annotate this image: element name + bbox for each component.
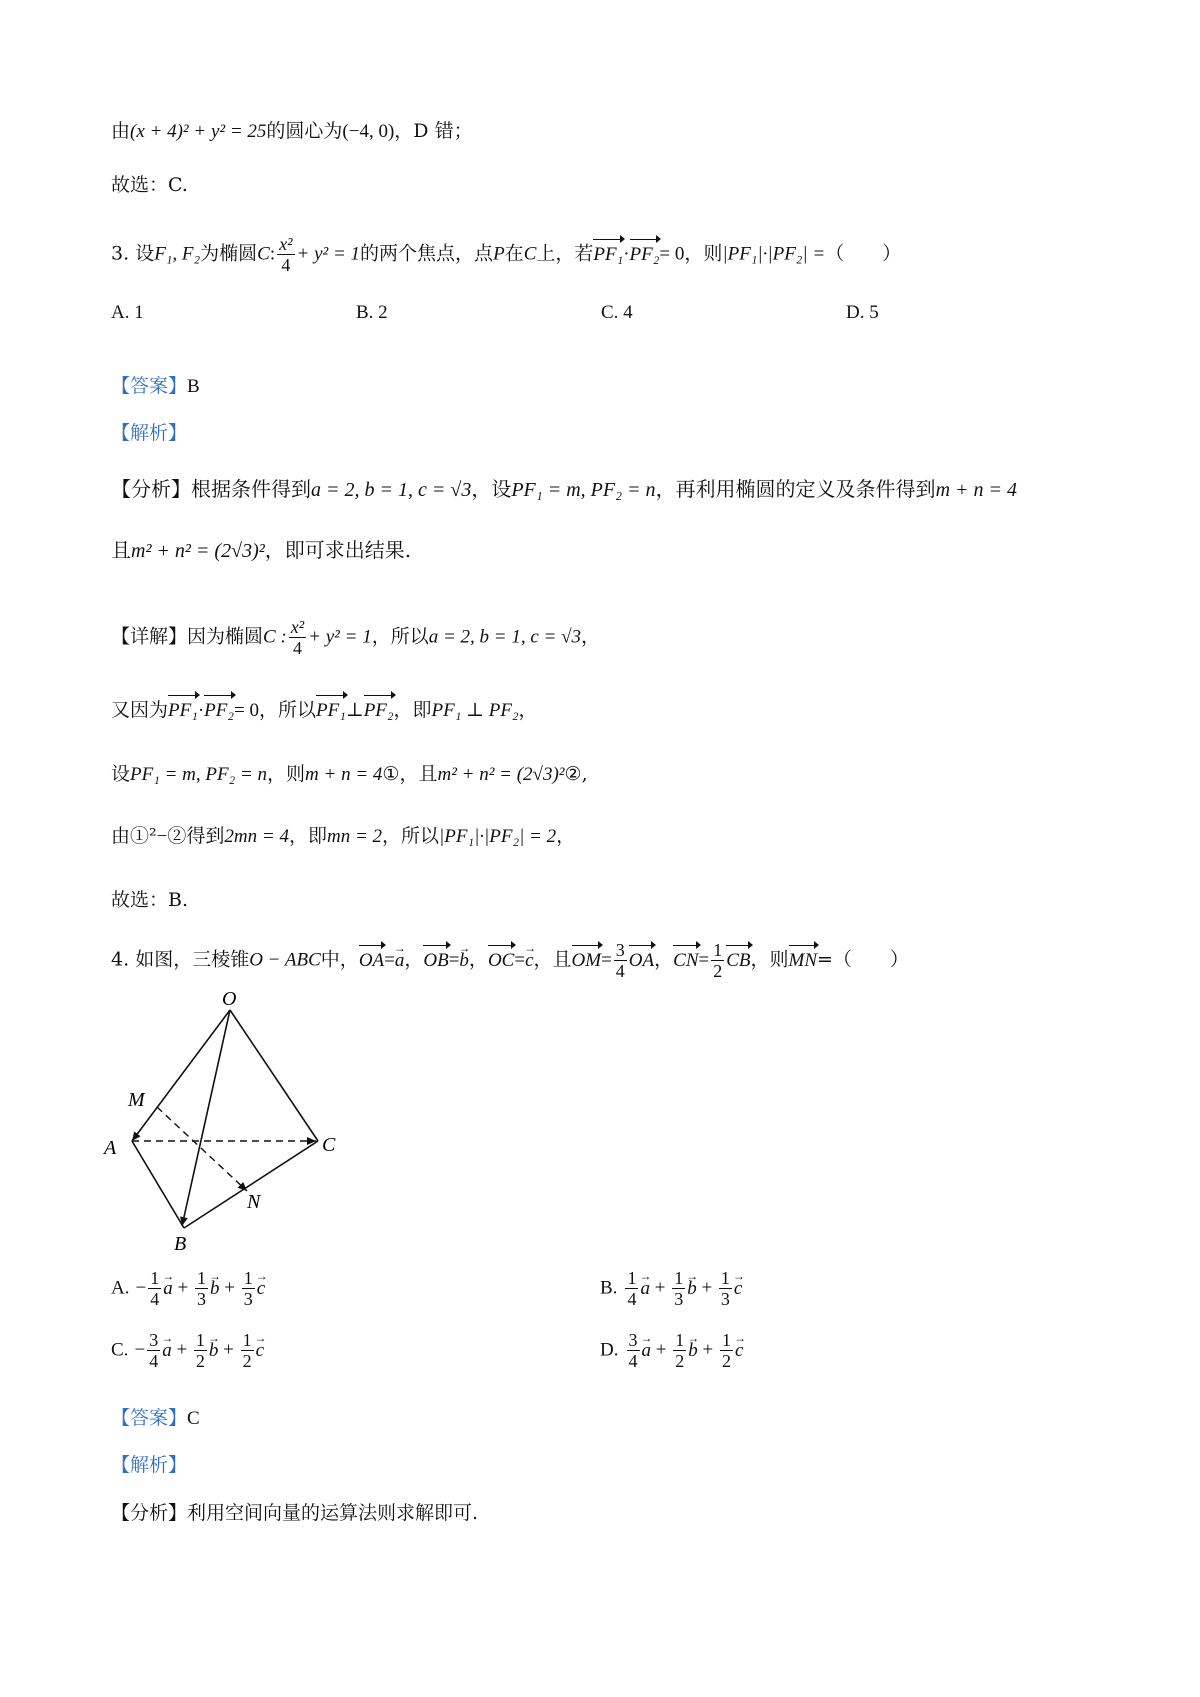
circle-center: (−4, 0) xyxy=(342,121,395,142)
label-c: C xyxy=(322,1134,336,1156)
denominator: 4 xyxy=(615,961,625,981)
text: 得到 xyxy=(186,825,225,847)
circle-line xyxy=(111,118,473,145)
fraction xyxy=(194,1330,207,1371)
circled-one: ① xyxy=(130,825,150,847)
vector-a: → a xyxy=(640,1276,650,1302)
fraction xyxy=(241,1330,254,1371)
text: ，即可求出结果. xyxy=(264,538,412,562)
denominator: 4 xyxy=(292,638,302,658)
vector-a: → a xyxy=(162,1338,172,1364)
fraction xyxy=(720,1330,733,1371)
math-abc: a = 2, b = 1, c = √3 xyxy=(311,479,472,501)
detail-line-1 xyxy=(111,617,600,658)
numerator: 1 xyxy=(242,1330,252,1350)
vector-a: → a xyxy=(163,1276,173,1302)
denominator: 4 xyxy=(281,255,291,275)
option-a: A. 1 xyxy=(111,302,144,323)
detail-line-3 xyxy=(111,761,588,788)
text: ，即 xyxy=(393,699,432,721)
fraction-x2-over-4 xyxy=(277,234,294,275)
fraction xyxy=(673,1330,686,1371)
question-number: 3. xyxy=(111,242,130,265)
vector-ob: OB xyxy=(423,948,448,974)
math-sign: − xyxy=(134,1339,146,1361)
denominator: 2 xyxy=(195,1351,205,1371)
math-abs-product: |PF₁|·|PF₂| = 2 xyxy=(439,826,557,847)
vector-b: → b xyxy=(687,1276,697,1302)
math-eq: = xyxy=(448,949,460,971)
text: ， xyxy=(556,825,576,847)
denominator: 4 xyxy=(627,1289,637,1309)
vector-b: → b xyxy=(688,1338,698,1364)
numerator: 1 xyxy=(720,1268,730,1288)
text: ，则 xyxy=(750,948,789,971)
text: ，且 xyxy=(533,948,572,971)
circle-equation: (x + 4)² + y² = 25 xyxy=(130,121,267,142)
option-label: A. xyxy=(111,1277,130,1299)
option-b: B. 2 xyxy=(356,302,388,323)
text: 设 xyxy=(135,242,155,265)
numerator: x² xyxy=(290,617,305,637)
text: 设 xyxy=(111,763,131,785)
math-eq: = xyxy=(384,949,395,971)
text: ，所以 xyxy=(258,699,316,721)
text: 因为椭圆 xyxy=(187,625,264,648)
denominator: 2 xyxy=(242,1351,252,1371)
fraction xyxy=(242,1268,255,1309)
math-eq: = xyxy=(514,949,526,971)
math-2mn: 2mn = 4 xyxy=(224,826,289,847)
answer-blank: =（ ） xyxy=(817,948,909,971)
text: ，则 xyxy=(267,763,306,785)
math-pf: PF₁ = m, PF₂ = n xyxy=(130,764,268,785)
fraction xyxy=(719,1268,732,1309)
vector-c: → c xyxy=(256,1338,264,1364)
fraction-3-4 xyxy=(614,940,627,981)
edge-cb xyxy=(184,1141,318,1228)
detail-line-2 xyxy=(111,697,538,724)
text: ， xyxy=(468,948,488,971)
math-square-sum: m² + n² = (2√3)² xyxy=(131,540,265,562)
analysis-text: 利用空间向量的运算法则求解即可. xyxy=(187,1502,479,1524)
answer-line-4 xyxy=(111,1405,200,1432)
math-perp: ⊥ xyxy=(345,700,364,721)
math-sum: m + n = 4 xyxy=(305,764,383,785)
vector-mn: MN xyxy=(789,948,818,974)
fraction-x2-over-4 xyxy=(289,617,306,658)
math-tetrahedron: O − ABC xyxy=(249,949,321,971)
answer-label: 【答案】 xyxy=(111,1407,188,1429)
analysis-label: 【分析】 xyxy=(111,1502,188,1524)
text: ， xyxy=(654,948,674,971)
math-dot: · xyxy=(197,700,205,721)
question-number: 4. xyxy=(111,948,130,971)
label-m: M xyxy=(128,1089,145,1111)
text: 上，若 xyxy=(536,242,594,265)
label-o: O xyxy=(222,988,237,1010)
math-eq: = xyxy=(601,949,612,971)
text: 由 xyxy=(111,825,131,847)
vector-c: → c xyxy=(257,1276,265,1302)
fraction xyxy=(672,1268,685,1309)
vector-c: → c xyxy=(735,1338,743,1364)
numerator: 3 xyxy=(628,1330,638,1350)
vector-oa: OA xyxy=(629,948,654,974)
vector-pf2: PF₂ xyxy=(364,698,394,724)
math-square-sum: m² + n² = (2√3)² xyxy=(437,764,565,785)
label-b: B xyxy=(174,1233,187,1255)
option-label: B. xyxy=(600,1277,618,1299)
numerator: 1 xyxy=(721,1330,731,1350)
vector-cn: CN xyxy=(673,948,698,974)
circled-two: ② xyxy=(167,825,187,847)
answer-value: B xyxy=(187,376,200,397)
text: 又因为 xyxy=(111,699,169,721)
numerator: 1 xyxy=(150,1268,160,1288)
circled-two: ② xyxy=(564,763,582,785)
text: 的两个焦点，点 xyxy=(360,242,494,265)
math-eq-zero: = 0 xyxy=(659,243,685,265)
analysis-line-4 xyxy=(111,1500,478,1526)
vector-pf2: PF₂ xyxy=(630,242,660,268)
vector-pf1: PF₁ xyxy=(316,698,346,724)
numerator: 1 xyxy=(675,1330,685,1350)
text: ，且 xyxy=(399,763,438,785)
fraction xyxy=(627,1330,640,1371)
text: 为椭圆 xyxy=(200,242,258,265)
fraction xyxy=(625,1268,638,1309)
jiexi-label-4: 【解析】 xyxy=(111,1454,188,1476)
denominator: 3 xyxy=(243,1289,253,1309)
math-mn: mn = 2 xyxy=(326,826,383,847)
denominator: 4 xyxy=(149,1351,159,1371)
text: ，所以 xyxy=(382,825,440,847)
fraction xyxy=(148,1268,161,1309)
math-ellipse-name: C xyxy=(257,243,270,265)
option-b: B. $\frac{1}{4}$ → a + $\frac{1}{3}$ → b + $\frac{1}{3}$ → c xyxy=(600,1268,742,1309)
text: 且 xyxy=(111,538,131,562)
text: 由 xyxy=(111,120,131,142)
vector-pf1: PF₁ xyxy=(593,242,623,268)
text: ， xyxy=(581,625,601,648)
vector-a: → a xyxy=(395,948,405,974)
math-colon: : xyxy=(269,243,276,265)
tetrahedron-figure xyxy=(100,985,360,1255)
numerator: 1 xyxy=(627,1268,637,1288)
numerator: 3 xyxy=(149,1330,159,1350)
math-foci: F₁, F₂ xyxy=(154,243,201,265)
denominator: 2 xyxy=(675,1351,685,1371)
detail-label: 【详解】 xyxy=(111,625,188,648)
vector-a: → a xyxy=(642,1338,652,1364)
option-d: D. $\frac{3}{4}$ → a + $\frac{1}{2}$ → b + $\frac{1}{2}$ → c xyxy=(600,1330,743,1371)
numerator: 3 xyxy=(615,940,625,960)
math-eq: = xyxy=(698,949,710,971)
text: ，设 xyxy=(471,477,512,501)
option-label: D. xyxy=(600,1339,619,1361)
numerator: x² xyxy=(279,234,293,254)
circled-one: ① xyxy=(382,763,400,785)
analysis-line-2 xyxy=(111,537,411,564)
choose-c-line: 故选：C. xyxy=(111,174,188,196)
text: ，再利用椭圆的定义及条件得到 xyxy=(655,477,936,501)
text: ， xyxy=(404,948,424,971)
option-label: C. xyxy=(111,1339,129,1361)
text: ，即 xyxy=(288,825,327,847)
text: 在 xyxy=(504,242,524,265)
detail-line-4 xyxy=(111,823,575,850)
option-d: D. 5 xyxy=(846,302,879,323)
answer-line xyxy=(111,373,200,400)
vector-om: OM xyxy=(572,948,602,974)
denominator: 2 xyxy=(713,961,723,981)
text: ，所以 xyxy=(371,625,429,648)
numerator: 1 xyxy=(674,1268,684,1288)
analysis-label: 【分析】 xyxy=(111,477,191,501)
math-perp-segments: PF₁ ⊥ PF₂ xyxy=(431,700,519,721)
vector-b: → b xyxy=(459,948,469,974)
numerator: 1 xyxy=(196,1268,206,1288)
math-dot: · xyxy=(623,243,630,265)
text: , xyxy=(581,763,588,785)
numerator: 1 xyxy=(243,1268,253,1288)
vector-pf2: PF₂ xyxy=(204,698,234,724)
vector-oa: OA xyxy=(359,948,384,974)
vector-c: → c xyxy=(525,948,533,974)
vector-b: → b xyxy=(210,1276,220,1302)
denominator: 3 xyxy=(720,1289,730,1309)
denominator: 4 xyxy=(150,1289,160,1309)
fraction xyxy=(147,1330,160,1371)
vector-cb: CB xyxy=(726,948,750,974)
vector-b: → b xyxy=(209,1338,219,1364)
vector-c: → c xyxy=(734,1276,742,1302)
label-a: A xyxy=(104,1137,117,1159)
text: 根据条件得到 xyxy=(191,477,311,501)
answer-label: 【答案】 xyxy=(111,375,188,397)
text: 如图，三棱锥 xyxy=(135,948,250,971)
math-point-p: P xyxy=(493,243,505,265)
math-abc: a = 2, b = 1, c = √3 xyxy=(428,626,582,648)
math-ellipse-name: C xyxy=(523,243,537,265)
math-ellipse-tail: + y² = 1 xyxy=(296,243,361,265)
choose-b-line: 故选：B. xyxy=(111,889,189,911)
math-sum: m + n = 4 xyxy=(935,479,1017,501)
math-sign: − xyxy=(135,1277,147,1299)
segment-mn xyxy=(157,1107,247,1191)
denominator: 2 xyxy=(721,1351,731,1371)
edge-oc xyxy=(230,1010,318,1141)
question-4-stem xyxy=(111,940,909,981)
analysis-line xyxy=(111,476,1017,503)
math-ellipse-name: C : xyxy=(263,626,287,648)
math-minus: − xyxy=(156,826,168,847)
answer-blank: （ ） xyxy=(825,242,902,265)
text: 中， xyxy=(320,948,359,971)
math-pf: PF₁ = m, PF₂ = n xyxy=(511,479,656,501)
text: ，D 错； xyxy=(394,120,473,142)
label-n: N xyxy=(247,1191,261,1213)
edge-ab xyxy=(132,1141,184,1228)
math-eq-zero: = 0 xyxy=(234,700,259,721)
vector-oc: OC xyxy=(488,948,514,974)
numerator: 1 xyxy=(195,1330,205,1350)
option-c: C. − $\frac{3}{4}$ → a + $\frac{1}{2}$ → b + $\frac{1}{2}$ → c xyxy=(111,1330,264,1371)
numerator: 1 xyxy=(713,940,723,960)
denominator: 4 xyxy=(628,1351,638,1371)
fraction-1-2 xyxy=(711,940,724,981)
vector-pf1: PF₁ xyxy=(168,698,198,724)
jiexi-label: 【解析】 xyxy=(111,422,188,444)
text: ， xyxy=(518,699,538,721)
denominator: 3 xyxy=(674,1289,684,1309)
math-abs-product: |PF₁|·|PF₂| = xyxy=(722,243,826,265)
text: ，则 xyxy=(684,242,723,265)
text: 的圆心为 xyxy=(266,120,343,142)
math-square: ² xyxy=(149,825,157,847)
option-c: C. 4 xyxy=(601,302,633,323)
fraction xyxy=(195,1268,208,1309)
option-a: A. − $\frac{1}{4}$ → a + $\frac{1}{3}$ → b + $\frac{1}{3}$ → c xyxy=(111,1268,265,1309)
denominator: 3 xyxy=(196,1289,206,1309)
question-3-stem xyxy=(111,234,901,275)
math-ellipse-tail: + y² = 1 xyxy=(308,626,372,648)
answer-value: C xyxy=(187,1408,200,1429)
